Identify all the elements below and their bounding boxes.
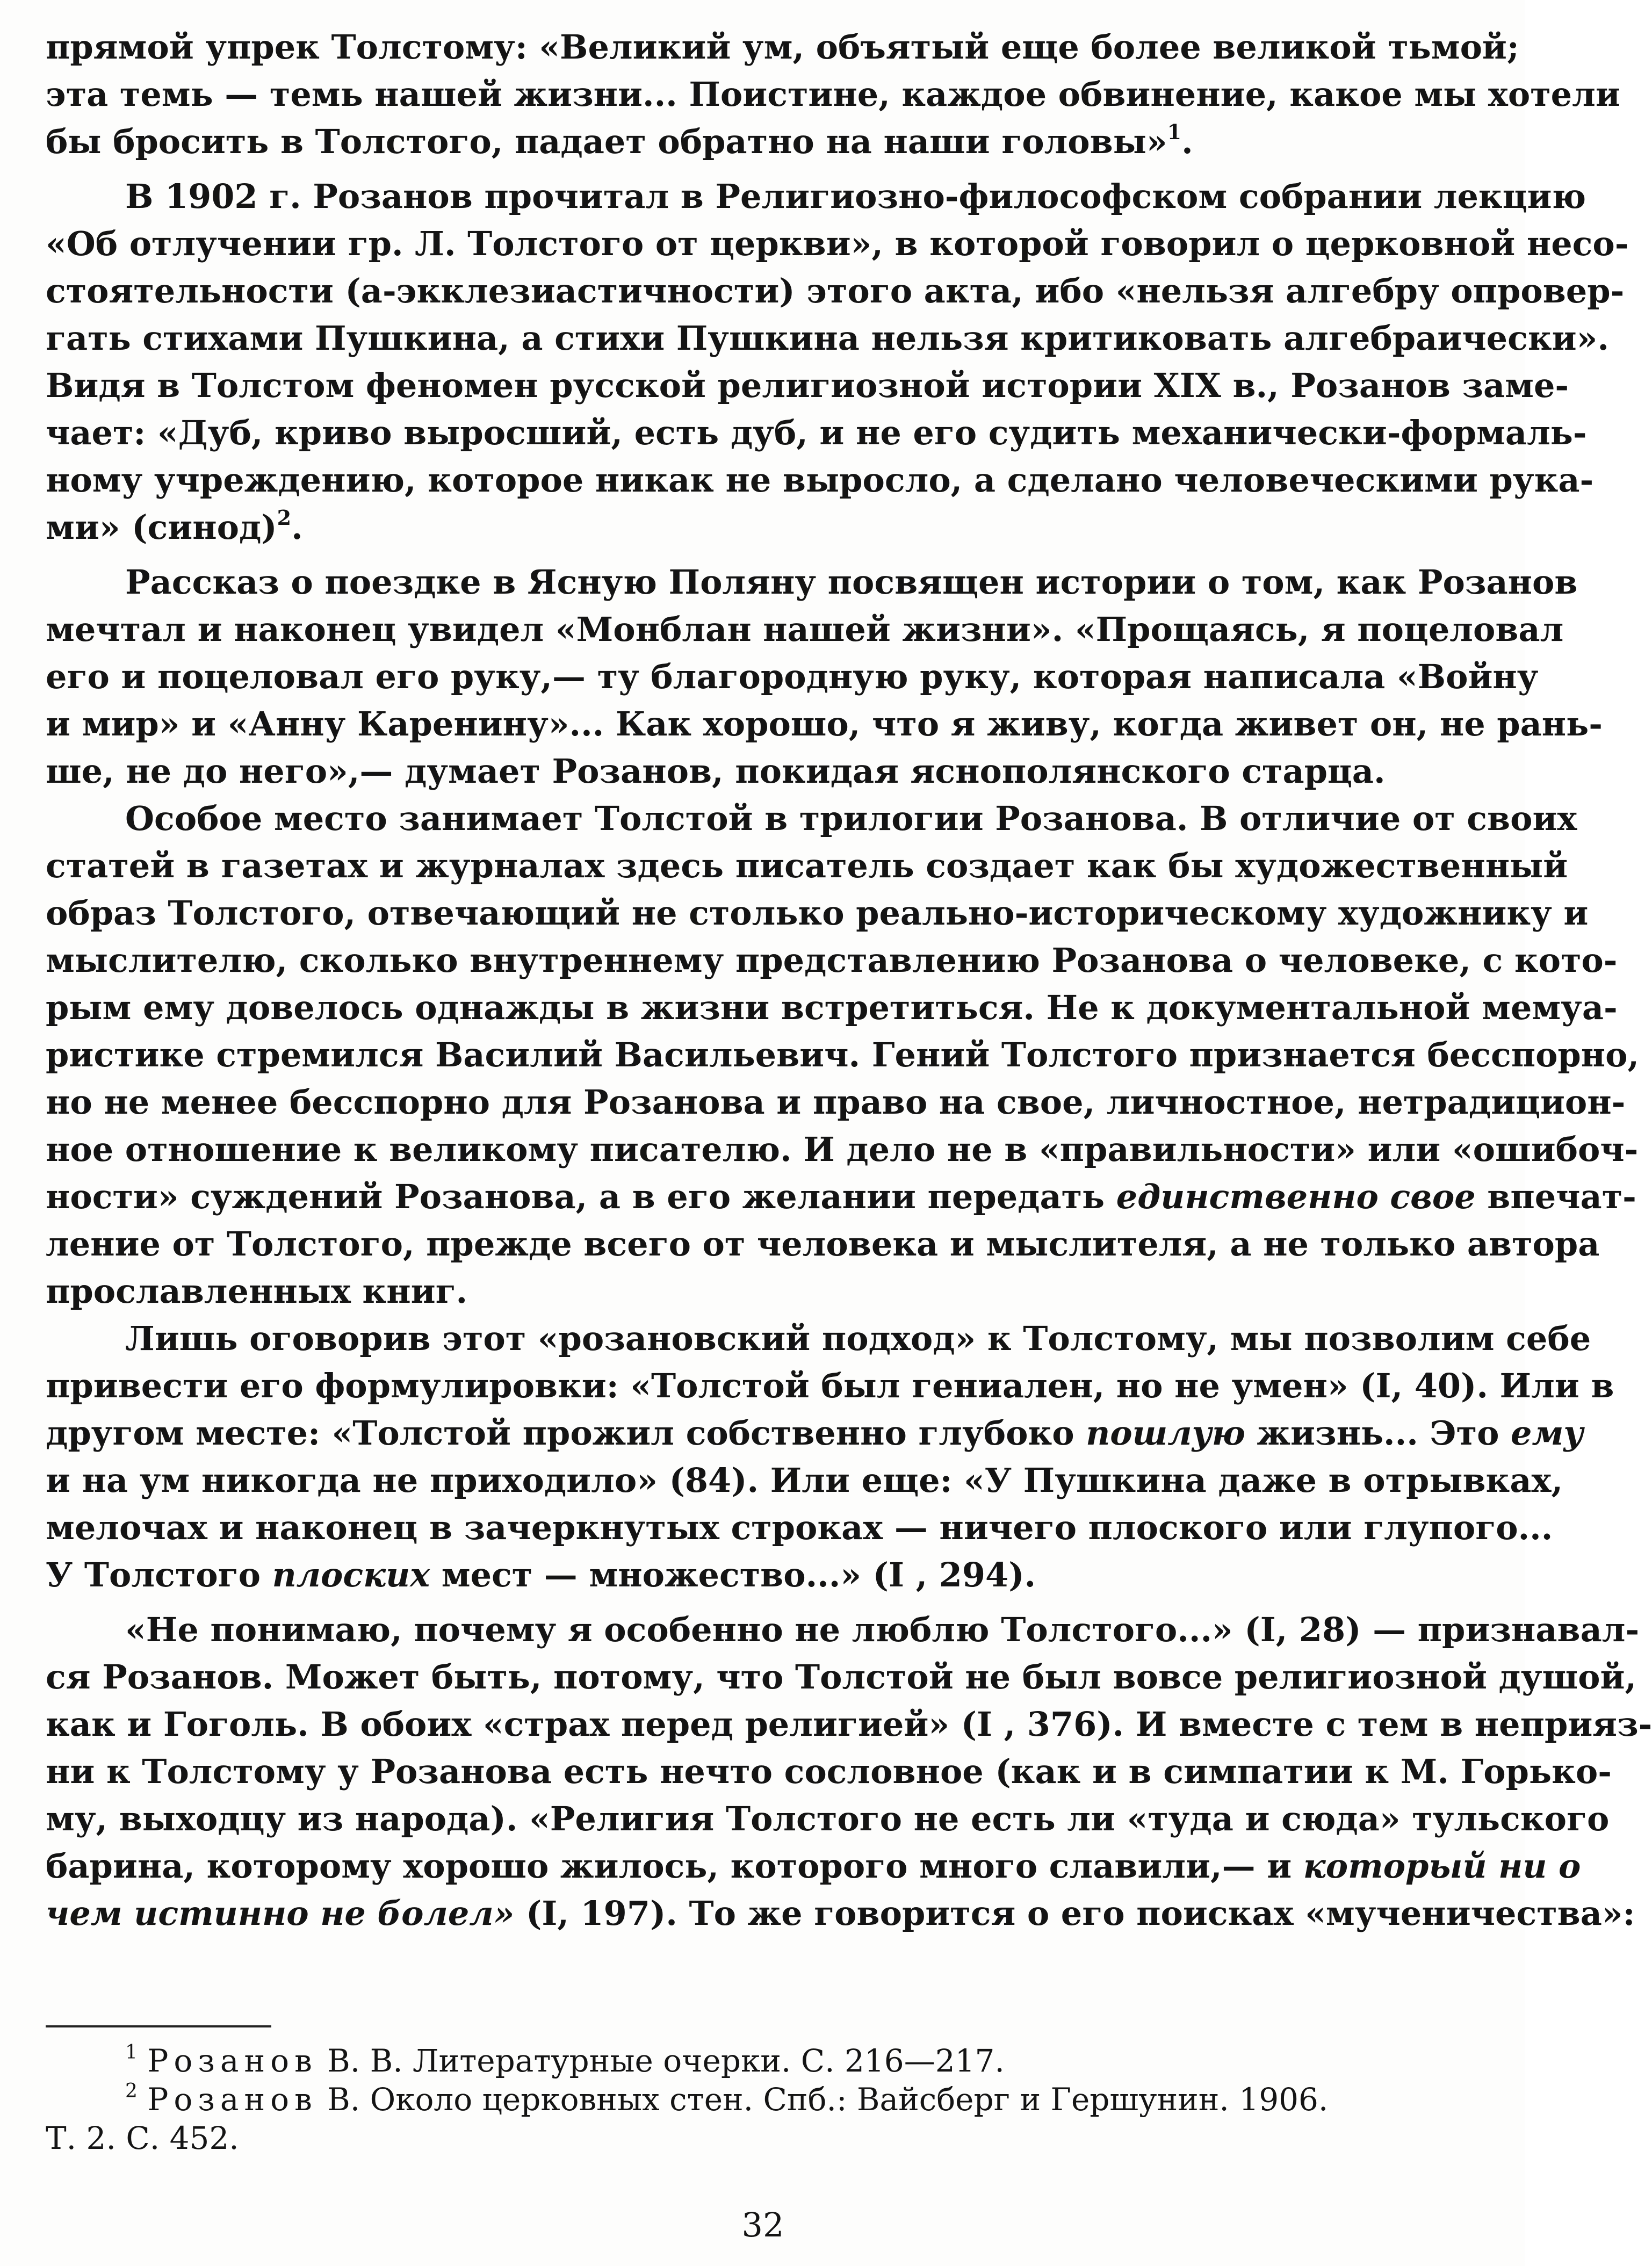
italic-span: который ни о [1303, 1846, 1581, 1886]
paragraph-start: В 1902 г. Розанов прочитал в Религиозно-философском собрании лекцию [125, 177, 1586, 216]
text-line: ристике стремился Василий Васильевич. Гений Толстого признается бесспорно, [46, 1035, 1640, 1074]
text-line: прославленных книг. [46, 1272, 468, 1311]
text-line: ми» (синод)$^2$. [46, 506, 303, 547]
footnote-marker: 2 [125, 2080, 138, 2102]
text-span: бы бросить в Толстого, падает обратно на наши головы» [46, 122, 1167, 161]
text-line [46, 1843, 1581, 1889]
text-line [46, 1890, 1635, 1937]
italic-span: единственно свое [1116, 1177, 1476, 1216]
text-line: привести его формулировки: «Толстой был гениален, но не умен» (I, 40). Или в [46, 1366, 1614, 1405]
paragraph-start: Особое место занимает Толстой в трилогии Розанова. В отличие от своих [125, 799, 1577, 838]
footnote-ref-2: 2 [277, 506, 292, 530]
text-span: У Толстого [46, 1555, 272, 1594]
text-line: как и Гоголь. В обоих «страх перед религией» (I , 376). И вместе с тем в неприяз- [46, 1705, 1652, 1744]
italic-span: плоских [272, 1555, 430, 1594]
text-line [46, 1552, 1036, 1598]
text-line: «Об отлучении гр. Л. Толстого от церкви», в которой говорил о церковной несо- [46, 224, 1629, 263]
text-line: ни к Толстому у Розанова есть нечто сословное (как и в симпатии к М. Горько- [46, 1752, 1612, 1791]
text-span: другом месте: «Толстой прожил собственно глубоко [46, 1413, 1086, 1453]
italic-span: ему [1511, 1413, 1584, 1453]
text-line: мелочах и наконец в зачеркнутых строках — ничего плоского или глупого... [46, 1508, 1553, 1547]
footnote-ref-1: 1 [1167, 120, 1182, 144]
text-line: но не менее бесспорно для Розанова и право на свое, личностное, нетрадицион- [46, 1083, 1626, 1122]
text-line: мечтал и наконец увидел «Монблан нашей жизни». «Прощаясь, я поцеловал [46, 610, 1564, 649]
text-span: ности» суждений Розанова, а в его желании передать [46, 1177, 1116, 1216]
footnote-2 [125, 2080, 1328, 2119]
text-line: его и поцеловал его руку,— ту благородную руку, которая написала «Войну [46, 657, 1539, 696]
text-line: гать стихами Пушкина, а стихи Пушкина нельзя критиковать алгебраически». [46, 319, 1609, 358]
text-span: впечат- [1475, 1177, 1636, 1216]
text-line [46, 1410, 1584, 1456]
paragraph-start: «Не понимаю, почему я особенно не люблю Толстого...» (I, 28) — признавал- [125, 1610, 1640, 1649]
text-line: чает: «Дуб, криво выросший, есть дуб, и не его судить механически-формаль- [46, 413, 1587, 452]
footnote-marker: 1 [125, 2041, 138, 2063]
italic-span: пошлую [1086, 1413, 1245, 1453]
text-span: барина, которому хорошо жилось, которого много славили,— и [46, 1846, 1303, 1886]
text-line: мыслителю, сколько внутреннему представлению Розанова о человеке, с кото- [46, 941, 1618, 980]
footnote-author: Розанов [147, 2081, 318, 2118]
text-span: жизнь... Это [1245, 1413, 1511, 1453]
text-line [46, 1174, 1636, 1220]
text-span: (I, 197). То же говорится о его поисках «мученичества»: [514, 1894, 1635, 1933]
text-line: и мир» и «Анну Каренину»... Как хорошо, что я живу, когда живет он, не рань- [46, 704, 1603, 744]
text-line: рым ему довелось однажды в жизни встретиться. Не к документальной мемуа- [46, 988, 1618, 1027]
text-span: ми» (синод) [46, 508, 277, 547]
text-line: и на ум никогда не приходило» (84). Или еще: «У Пушкина даже в отрывках, [46, 1461, 1563, 1500]
page-number: 32 [741, 2205, 784, 2245]
footnote-2-continuation: Т. 2. С. 452. [46, 2120, 239, 2156]
text-line: эта темь — темь нашей жизни... Поистине, каждое обвинение, какое мы хотели [46, 75, 1620, 114]
text-span: мест — множество...» (I , 294). [430, 1555, 1036, 1594]
text-line: Видя в Толстом феномен русской религиозной истории XIX в., Розанов заме- [46, 366, 1569, 405]
text-line: статей в газетах и журналах здесь писатель создает как бы художественный [46, 846, 1568, 885]
italic-span: чем истинно не болел» [46, 1894, 515, 1933]
text-line: му, выходцу из народа). «Религия Толстого не есть ли «туда и сюда» тульского [46, 1799, 1610, 1838]
text-line: ное отношение к великому писателю. И дело не в «правильности» или «ошибоч- [46, 1130, 1639, 1169]
text-line: бы бросить в Толстого, падает обратно на наши головы»$^1$. [46, 120, 1193, 161]
footnote-1 [125, 2041, 1005, 2080]
text-line: ся Розанов. Может быть, потому, что Толстой не был вовсе религиозной душой, [46, 1657, 1637, 1697]
text-line: ше, не до него»,— думает Розанов, покидая яснополянского старца. [46, 752, 1386, 791]
text-line: ному учреждению, которое никак не выросло, а сделано человеческими рука- [46, 460, 1594, 500]
text-line: прямой упрек Толстому: «Великий ум, объятый еще более великой тьмой; [46, 27, 1519, 67]
footnote-text: В. Около церковных стен. Спб.: Вайсберг и Гершунин. 1906. [317, 2081, 1329, 2118]
text-line: стоятельности (а-экклезиастичности) этого акта, ибо «нельзя алгебру опровер- [46, 271, 1625, 311]
text-line: образ Толстого, отвечающий не столько реально-историческому художнику и [46, 893, 1589, 933]
paragraph-start: Рассказ о поездке в Ясную Поляну посвящен истории о том, как Розанов [125, 562, 1578, 602]
paragraph-start: Лишь оговорив этот «розановский подход» к Толстому, мы позволим себе [125, 1319, 1591, 1358]
footnote-divider [46, 2025, 271, 2027]
footnote-author: Розанов [147, 2043, 318, 2079]
footnote-text: В. В. Литературные очерки. С. 216—217. [317, 2043, 1005, 2079]
text-line: ление от Толстого, прежде всего от человека и мыслителя, а не только автора [46, 1224, 1600, 1264]
